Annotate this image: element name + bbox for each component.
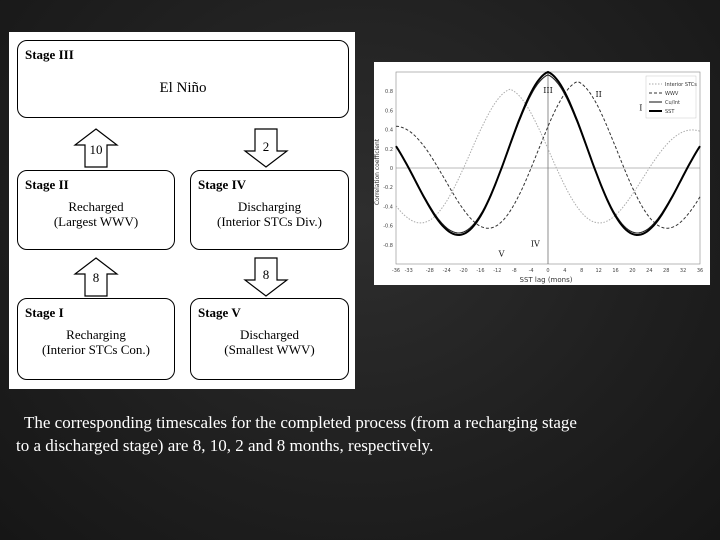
x-tick-label: -28 xyxy=(425,268,434,274)
stage-diagram xyxy=(9,32,355,389)
x-tick-label: -12 xyxy=(493,268,502,274)
stage-four-title: Stage IV xyxy=(198,177,247,192)
stage-five-line1: Discharged xyxy=(240,327,299,342)
caption-line-2: to a discharged stage) are 8, 10, 2 and 8 months, respectively. xyxy=(16,436,434,455)
y-tick-label: 0 xyxy=(389,166,393,172)
y-tick-label: 0.2 xyxy=(385,146,393,153)
x-tick-label: 20 xyxy=(629,268,636,274)
x-tick-label: -4 xyxy=(528,268,534,274)
x-tick-label: -33 xyxy=(404,268,413,274)
stage-one-title: Stage I xyxy=(25,305,64,320)
x-tick-label: 16 xyxy=(612,268,619,274)
arrow-label-stage3-to-4: 2 xyxy=(262,139,270,154)
x-tick-label: -36 xyxy=(391,268,401,274)
x-tick-label: -8 xyxy=(511,268,517,274)
y-axis-label: Correlation coefficient xyxy=(374,138,381,206)
stage-one-line1: Recharging xyxy=(66,327,126,342)
arrow-label-stage2-to-3: 10 xyxy=(89,142,103,157)
stage-mark-III: III xyxy=(543,86,553,96)
caption-text xyxy=(16,411,706,457)
stage-three-label: El Niño xyxy=(159,80,207,96)
caption-line-1: The corresponding timescales for the completed process (from a recharging stage xyxy=(24,413,577,432)
stage-two-title: Stage II xyxy=(25,177,69,192)
stage-four-box xyxy=(190,170,349,250)
y-tick-label: -0.8 xyxy=(383,242,393,249)
x-tick-label: 32 xyxy=(679,268,687,274)
stage-one-line2: (Interior STCs Con.) xyxy=(42,342,150,357)
stage-two-box xyxy=(17,170,175,250)
y-tick-label: 0.6 xyxy=(385,108,393,115)
arrow-label-stage4-to-5: 8 xyxy=(262,267,270,282)
x-tick-label: 12 xyxy=(595,268,602,274)
x-tick-label: 28 xyxy=(663,268,670,274)
y-tick-label: 0.8 xyxy=(385,89,393,96)
stage-mark-V: V xyxy=(498,249,505,259)
correlation-chart xyxy=(374,62,710,285)
legend-entry: Cu/Int xyxy=(665,100,680,106)
stage-three-box xyxy=(17,40,349,118)
stage-four-line1: Discharging xyxy=(237,199,302,214)
x-tick-label: 36 xyxy=(696,268,704,274)
x-axis-label: SST lag (mons) xyxy=(519,276,573,284)
arrow-label-stage1-to-2: 8 xyxy=(92,270,100,285)
stage-mark-II: II xyxy=(595,89,602,99)
x-tick-label: -24 xyxy=(442,268,451,274)
stage-mark-IV: IV xyxy=(530,239,540,249)
x-tick-label: 4 xyxy=(563,268,567,274)
x-tick-label: 0 xyxy=(546,268,550,274)
stage-five-title: Stage V xyxy=(198,305,241,320)
stage-five-line2: (Smallest WWV) xyxy=(224,342,315,357)
legend-entry: SST xyxy=(665,109,675,115)
y-tick-label: 0.4 xyxy=(385,127,393,134)
y-tick-label: -0.6 xyxy=(383,223,393,230)
x-tick-label: 24 xyxy=(646,268,653,274)
chart-svg xyxy=(374,62,710,285)
stage-mark-I: I xyxy=(639,103,643,113)
stage-three-title: Stage III xyxy=(25,47,74,62)
legend-entry: Interior STCs xyxy=(665,82,697,88)
stage-two-line1: Recharged xyxy=(68,199,124,214)
y-tick-label: -0.2 xyxy=(383,185,393,192)
stage-one-box xyxy=(17,298,175,380)
legend-entry: WWV xyxy=(665,91,679,97)
x-tick-label: -20 xyxy=(459,268,468,274)
stage-four-line2: (Interior STCs Div.) xyxy=(217,214,322,229)
y-tick-label: -0.4 xyxy=(383,204,393,211)
x-tick-label: 8 xyxy=(580,268,584,274)
x-tick-label: -16 xyxy=(476,268,485,274)
stage-five-box xyxy=(190,298,349,380)
stage-two-line2: (Largest WWV) xyxy=(53,214,139,229)
